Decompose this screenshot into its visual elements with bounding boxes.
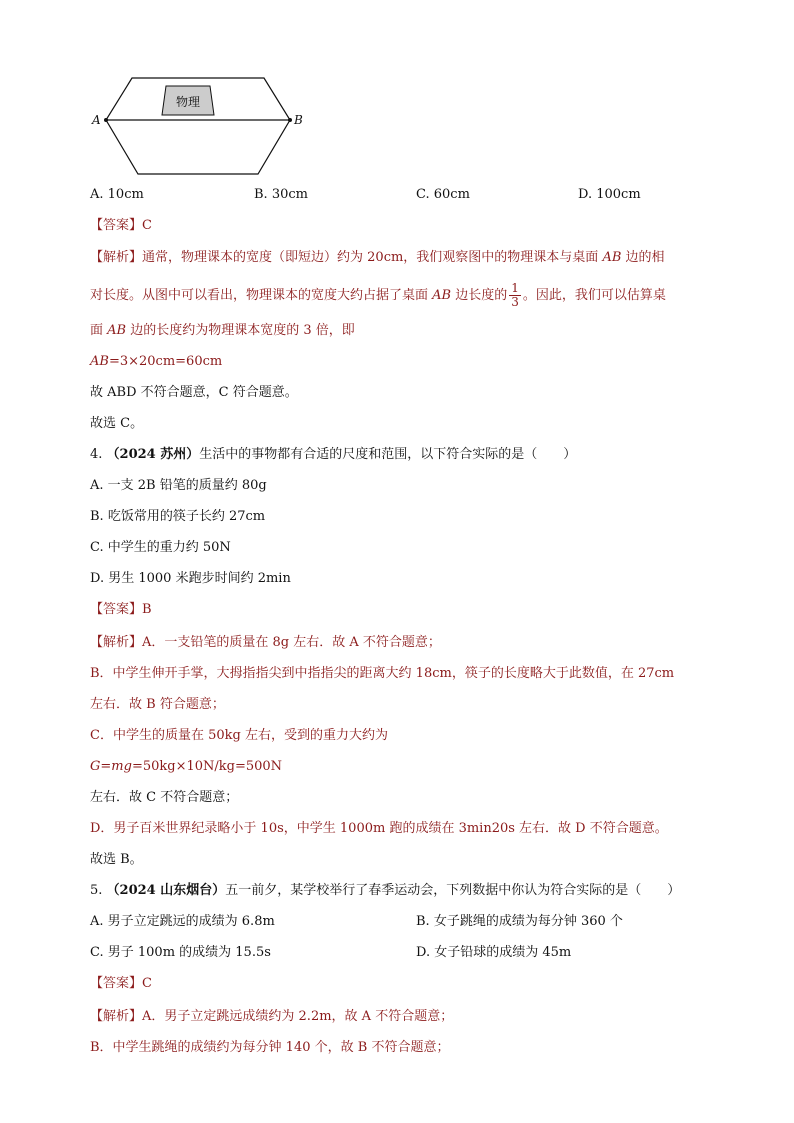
q5-option-a: A. 男子立定跳远的成绩为 6.8m xyxy=(90,914,275,929)
q4-analysis-d: D．男子百米世界纪录略小于 10s，中学生 1000m 跑的成绩在 3min20s 左右．故 D 不符合题意。 xyxy=(90,821,668,836)
q3-option-c: C. 60cm xyxy=(416,187,470,202)
q3-option-b: B. 30cm xyxy=(254,187,308,202)
q3-analysis-line1: 【解析】通常，物理课本的宽度（即短边）约为 20cm，我们观察图中的物理课本与桌面 AB 边的相 xyxy=(90,250,665,265)
fraction-one-third: $\frac{1}{3}$ xyxy=(511,281,519,309)
q4-option-b: B. 吃饭常用的筷子长约 27cm xyxy=(90,509,266,524)
q5-option-d: D. 女子铅球的成绩为 45m xyxy=(416,945,572,960)
q3-option-d: D. 100cm xyxy=(578,187,641,202)
answer-value: C xyxy=(142,218,152,233)
q4-analysis-c2: 左右．故 C 不符合题意； xyxy=(90,790,239,805)
answer-tag: 【答案】 xyxy=(90,218,143,233)
book-label: 物理 xyxy=(175,95,201,109)
q3-equation: AB=3×20cm=60cm xyxy=(90,354,223,369)
q3-option-a: A. 10cm xyxy=(90,187,144,202)
q3-analysis-line3: 面 AB 边的长度约为物理课本宽度的 3 倍，即 xyxy=(90,323,355,338)
q3-analysis-line2: 对长度。从图中可以看出，物理课本的宽度大约占据了桌面 AB 边长度的 $\frac{1}{3}$ 。因此，我们可以估算桌 xyxy=(90,281,666,309)
q4-stem: 4. （2024 苏州）生活中的事物都有合适的尺度和范围，以下符合实际的是（ ） xyxy=(90,447,577,462)
q4-option-d: D. 男生 1000 米跑步时间约 2min xyxy=(90,571,291,586)
q5-stem: 5. （2024 山东烟台）五一前夕，某学校举行了春季运动会，下列数据中你认为符合实际的是（ ） xyxy=(90,883,681,898)
label-b: B xyxy=(294,113,303,127)
q4-analysis-b1: B．中学生伸开手掌，大拇指指尖到中指指尖的距离大约 18cm，筷子的长度略大于此数值，在 27cm xyxy=(90,666,675,681)
q4-analysis-a: 【解析】A．一支铅笔的质量在 8g 左右．故 A 不符合题意； xyxy=(90,635,441,650)
q4-analysis-c-eq: G=mg=50kg×10N/kg=500N xyxy=(90,759,283,774)
q4-analysis-b2: 左右．故 B 符合题意； xyxy=(90,697,225,712)
q5-analysis-b: B．中学生跳绳的成绩约为每分钟 140 个，故 B 不符合题意； xyxy=(90,1040,450,1055)
q3-choose: 故选 C。 xyxy=(90,416,144,431)
q4-answer: 【答案】B xyxy=(90,602,152,617)
q4-option-a: A. 一支 2B 铅笔的质量约 80g xyxy=(90,478,267,493)
q4-analysis-c1: C．中学生的质量在 50kg 左右，受到的重力大约为 xyxy=(90,728,388,743)
q5-analysis-a: 【解析】A．男子立定跳远成绩约为 2.2m，故 A 不符合题意； xyxy=(90,1009,454,1024)
desk-diagram xyxy=(86,72,306,182)
q3-conclusion: 故 ABD 不符合题意，C 符合题意。 xyxy=(90,385,298,400)
q3-answer xyxy=(90,216,152,236)
q5-option-b: B. 女子跳绳的成绩为每分钟 360 个 xyxy=(416,914,623,929)
label-a: A xyxy=(92,113,101,127)
q5-answer: 【答案】C xyxy=(90,976,152,991)
q5-option-c: C. 男子 100m 的成绩为 15.5s xyxy=(90,945,271,960)
q4-choose: 故选 B。 xyxy=(90,852,143,867)
q4-option-c: C. 中学生的重力约 50N xyxy=(90,540,231,555)
